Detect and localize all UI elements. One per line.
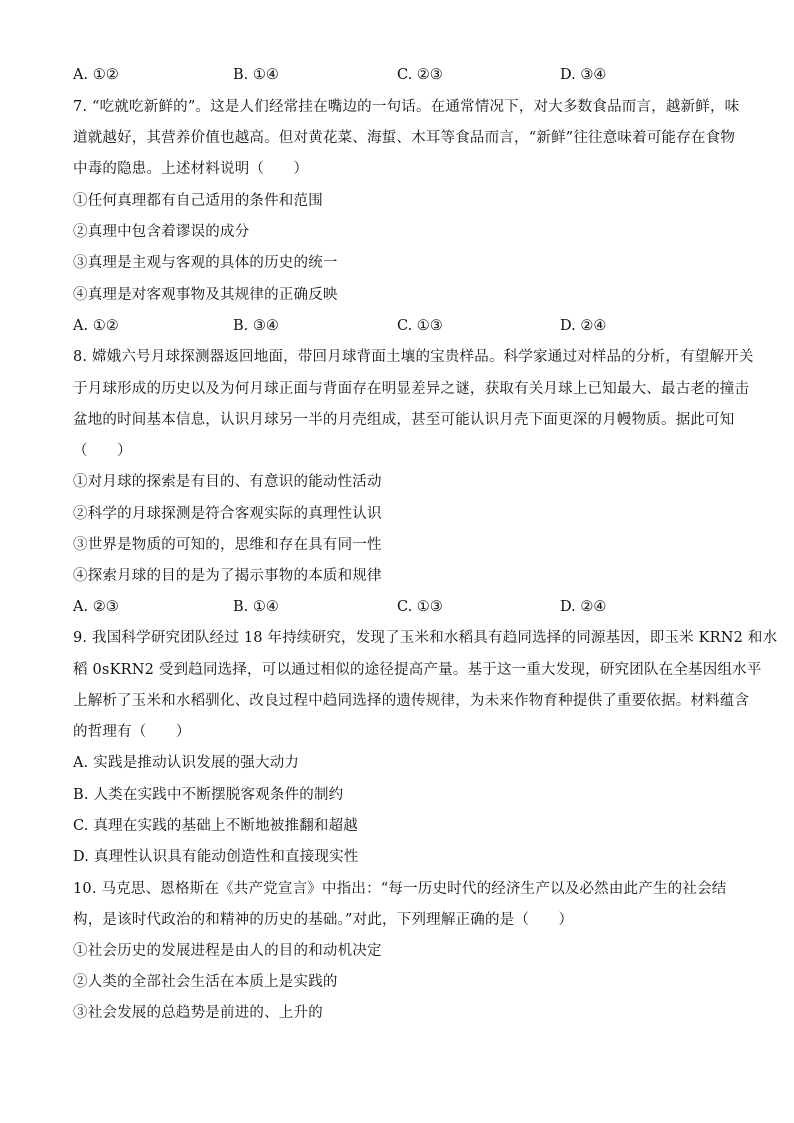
q9-choice-d[interactable]: D. 真理性认识具有能动创造性和直接现实性 [73, 849, 359, 865]
q10-statement-3: ③社会发展的总趋势是前进的、上升的 [73, 1005, 323, 1021]
q8-option-b[interactable]: B. ①④ [233, 599, 279, 615]
q8-option-a[interactable]: A. ②③ [73, 599, 119, 615]
q7-option-b[interactable]: B. ③④ [233, 318, 279, 334]
q10-stem-line-2: 构，是该时代政治的和精神的历史的基础。”对此，下列理解正确的是（ ） [73, 912, 574, 928]
q8-statement-3: ③世界是物质的可知的，思维和存在具有同一性 [73, 537, 382, 553]
q9-stem-line-2: 稻 0sKRN2 受到趋同选择，可以通过相似的途径提高产量。基于这一重大发现，研究团队在全基因组水平 [73, 662, 762, 678]
q8-option-c[interactable]: C. ①③ [397, 599, 443, 615]
q7-stem-line-3: 中毒的隐患。上述材料说明（ ） [73, 161, 309, 177]
q7-stem-line-2: 道就越好，其营养价值也越高。但对黄花菜、海蜇、木耳等食品而言，“新鲜”往往意味着可能存在食物 [73, 130, 736, 146]
q10-statement-1: ①社会历史的发展进程是由人的目的和动机决定 [73, 943, 382, 959]
q6-options [73, 65, 723, 85]
q10-stem-line-1: 10. 马克思、恩格斯在《共产党宣言》中指出：“每一历史时代的经济生产以及必然由此产生的社会结 [73, 881, 727, 897]
q6-option-c[interactable]: C. ②③ [397, 67, 443, 83]
q10-statement-2: ②人类的全部社会生活在本质上是实践的 [73, 974, 338, 990]
q9-stem-line-3: 上解析了玉米和水稻驯化、改良过程中趋同选择的遗传规律，为未来作物育种提供了重要依据。材料蕴含 [73, 693, 750, 709]
q8-stem-line-4: （ ） [73, 443, 132, 459]
q7-stem-line-1: 7. “吃就吃新鲜的”。这是人们经常挂在嘴边的一句话。在通常情况下，对大多数食品而言，越新鲜，味 [73, 99, 740, 115]
q6-option-a[interactable]: A. ①② [73, 67, 119, 83]
q7-statement-2: ②真理中包含着谬误的成分 [73, 224, 250, 240]
q8-stem-line-2: 于月球形成的历史以及为何月球正面与背面存在明显差异之谜，获取有关月球上已知最大、最古老的撞击 [73, 381, 750, 397]
q8-statement-2: ②科学的月球探测是符合客观实际的真理性认识 [73, 506, 382, 522]
q9-choice-b[interactable]: B. 人类在实践中不断摆脱客观条件的制约 [73, 787, 344, 803]
q7-statement-4: ④真理是对客观事物及其规律的正确反映 [73, 287, 338, 303]
q7-option-a[interactable]: A. ①② [73, 318, 119, 334]
q9-choice-c[interactable]: C. 真理在实践的基础上不断地被推翻和超越 [73, 818, 358, 834]
q6-option-b[interactable]: B. ①④ [233, 67, 279, 83]
q8-statement-1: ①对月球的探索是有目的、有意识的能动性活动 [73, 474, 382, 490]
q8-stem-line-3: 盆地的时间基本信息，认识月球另一半的月壳组成，甚至可能认识月壳下面更深的月幔物质。据此可知 [73, 412, 735, 428]
q6-option-d[interactable]: D. ③④ [560, 67, 607, 83]
q8-option-d[interactable]: D. ②④ [560, 599, 607, 615]
q7-statement-3: ③真理是主观与客观的具体的历史的统一 [73, 255, 338, 271]
q7-options [73, 316, 723, 336]
q9-stem-line-4: 的哲理有（ ） [73, 724, 191, 740]
q8-stem-line-1: 8. 嫦娥六号月球探测器返回地面，带回月球背面土壤的宝贵样品。科学家通过对样品的分析，有望解开关 [73, 349, 754, 365]
q8-statement-4: ④探索月球的目的是为了揭示事物的本质和规律 [73, 568, 382, 584]
q9-stem-line-1: 9. 我国科学研究团队经过 18 年持续研究，发现了玉米和水稻具有趋同选择的同源基因，即玉米 KRN2 和水 [73, 630, 778, 646]
q8-options [73, 597, 723, 617]
q7-option-c[interactable]: C. ①③ [397, 318, 443, 334]
q9-choice-a[interactable]: A. 实践是推动认识发展的强大动力 [73, 755, 300, 771]
q7-option-d[interactable]: D. ②④ [560, 318, 607, 334]
q7-statement-1: ①任何真理都有自己适用的条件和范围 [73, 193, 323, 209]
